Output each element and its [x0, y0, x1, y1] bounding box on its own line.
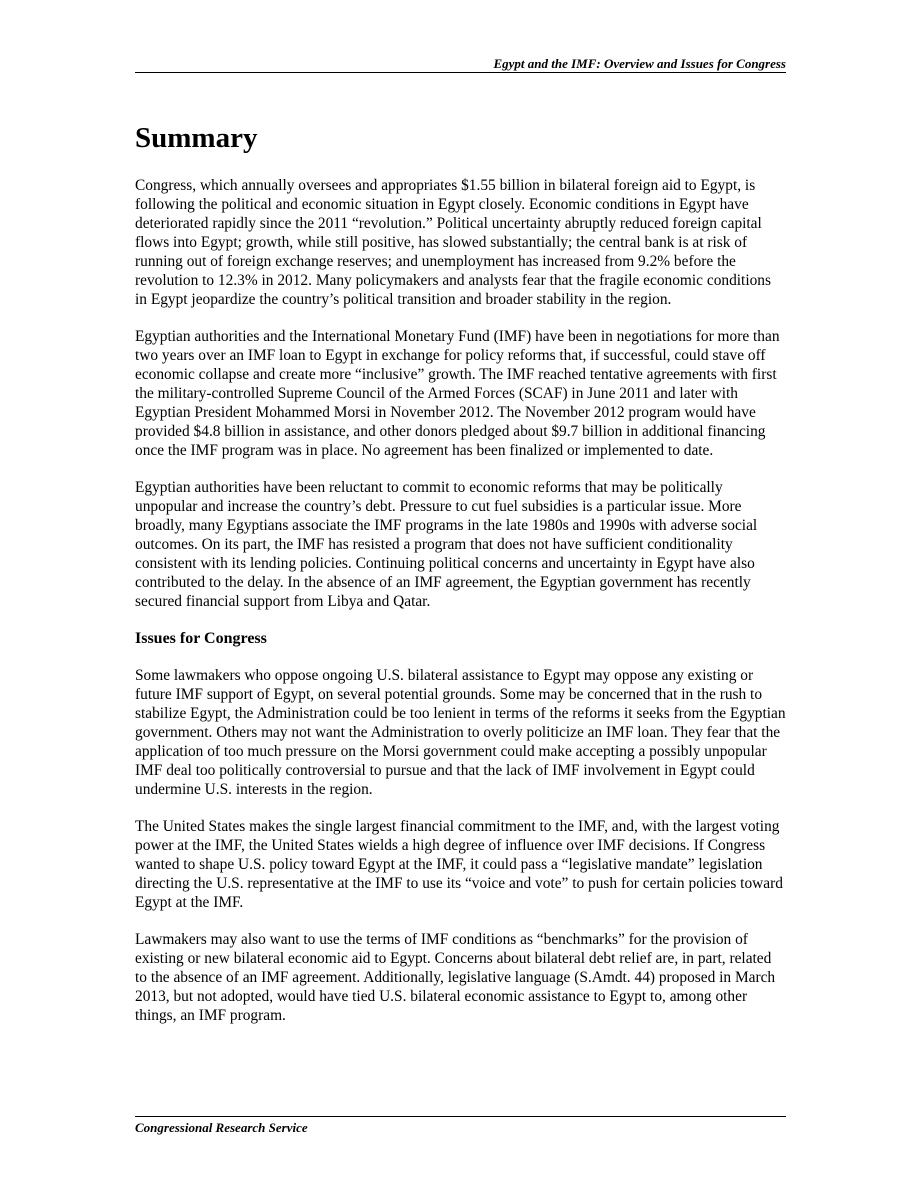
- section-heading-issues: Issues for Congress: [135, 630, 267, 647]
- header-rule: [135, 72, 786, 73]
- summary-body: [135, 176, 786, 1043]
- running-header: Egypt and the IMF: Overview and Issues for Congress: [493, 56, 786, 71]
- footer-rule: [135, 1116, 786, 1117]
- issues-paragraph: Some lawmakers who oppose ongoing U.S. bilateral assistance to Egypt may oppose any existing or future IMF support of Egypt, on several potential grounds. Some may be concerned that in the rush to stabilize Egypt, the Administration could be too lenient in terms of the reforms it seeks from the Egyptian government. Others may not want the Administration to overly politicize an IMF loan. They fear that the application of too much pressure on the Morsi government could make accepting a possibly unpopular IMF deal too politically controversial to pursue and that the lack of IMF involvement in Egypt could undermine U.S. interests in the region.: [135, 667, 786, 798]
- page-title: Summary: [135, 122, 258, 154]
- footer-publisher: Congressional Research Service: [135, 1120, 308, 1135]
- summary-paragraph: Egyptian authorities have been reluctant to commit to economic reforms that may be politically unpopular and increase the country’s debt. Pressure to cut fuel subsidies is a particular issue. More broadly, many Egyptians associate the IMF programs in the late 1980s and 1990s with adverse social outcomes. On its part, the IMF has resisted a program that does not have sufficient conditionality consistent with its lending policies. Continuing political concerns and uncertainty in Egypt have also contributed to the delay. In the absence of an IMF agreement, the Egyptian government has recently secured financial support from Libya and Qatar.: [135, 479, 758, 610]
- issues-paragraph: Lawmakers may also want to use the terms of IMF conditions as “benchmarks” for the provision of existing or new bilateral economic aid to Egypt. Concerns about bilateral debt relief are, in part, related to the absence of an IMF agreement. Additionally, legislative language (S.Amdt. 44) proposed in March 2013, but not adopted, would have tied U.S. bilateral economic assistance to Egypt to, among other things, an IMF program.: [135, 931, 776, 1024]
- summary-paragraph: Congress, which annually oversees and appropriates $1.55 billion in bilateral foreign aid to Egypt, is following the political and economic situation in Egypt closely. Economic conditions in Egypt have deteriorated rapidly since the 2011 “revolution.” Political uncertainty abruptly reduced foreign capital flows into Egypt; growth, while still positive, has slowed substantially; the central bank is at risk of running out of foreign exchange reserves; and unemployment has increased from 9.2% before the revolution to 12.3% in 2012. Many policymakers and analysts fear that the fragile economic conditions in Egypt jeopardize the country’s political transition and broader stability in the region.: [135, 177, 771, 308]
- issues-paragraph: The United States makes the single largest financial commitment to the IMF, and, with the largest voting power at the IMF, the United States wields a high degree of influence over IMF decisions. If Congress wanted to shape U.S. policy toward Egypt at the IMF, it could pass a “legislative mandate” legislation directing the U.S. representative at the IMF to use its “voice and vote” to push for certain policies toward Egypt at the IMF.: [135, 818, 783, 911]
- summary-paragraph: Egyptian authorities and the International Monetary Fund (IMF) have been in negotiations for more than two years over an IMF loan to Egypt in exchange for policy reforms that, if successful, could stave off economic collapse and create more “inclusive” growth. The IMF reached tentative agreements with first the military-controlled Supreme Council of the Armed Forces (SCAF) in June 2011 and later with Egyptian President Mohammed Morsi in November 2012. The November 2012 program would have provided $4.8 billion in assistance, and other donors pledged about $9.7 billion in additional financing once the IMF program was in place. No agreement has been finalized or implemented to date.: [135, 328, 780, 459]
